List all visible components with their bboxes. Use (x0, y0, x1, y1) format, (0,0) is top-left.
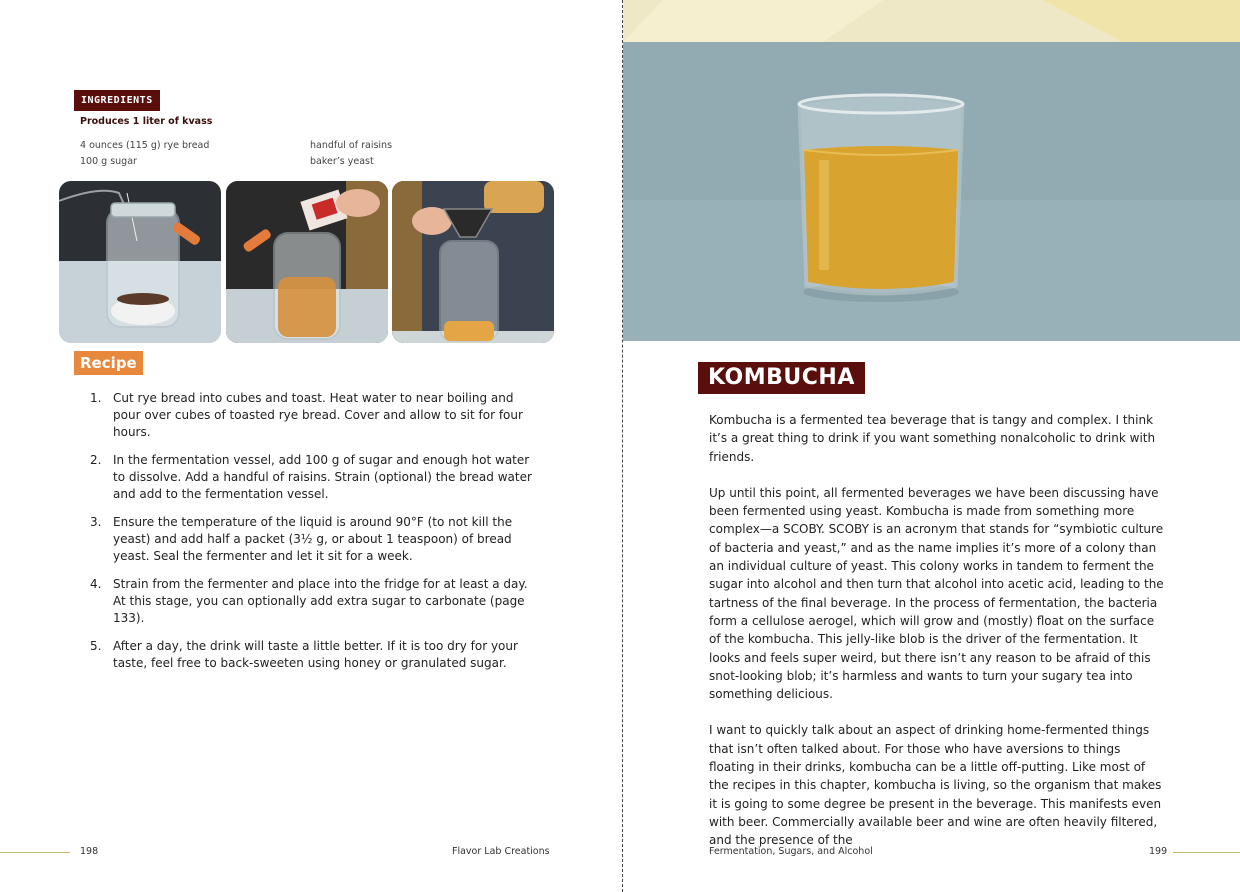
photo-kombucha-glass (623, 0, 1240, 341)
footer-rule (1173, 852, 1240, 853)
right-page (623, 0, 1240, 892)
page-number: 199 (1149, 846, 1168, 857)
step-text: In the fermentation vessel, add 100 g of sugar and enough hot water to dissolve. Add a handful of raisins. Strain (optional) the bread water and add to the fermentation vessel. (113, 453, 532, 501)
ingredient-item: 100 g sugar (80, 156, 137, 167)
step-number: 1. (90, 391, 102, 405)
step-text: Strain from the fermenter and place into the fridge for at least a day. At this stage, you can optionally add extra sugar to carbonate (page 133). (113, 577, 528, 625)
step-text: Ensure the temperature of the liquid is around 90°F (to not kill the yeast) and add half a packet (3½ g, or about 1 teaspoon) of bread yeast. Seal the fermenter and let it sit for a week. (113, 515, 513, 563)
step-number: 2. (90, 453, 102, 467)
ingredient-item: baker’s yeast (310, 156, 374, 167)
recipe-step (90, 452, 535, 503)
photo-pouring-water (59, 181, 221, 343)
photo-straining (392, 181, 554, 343)
recipe-step (90, 390, 535, 441)
ingredients-column-2 (310, 138, 392, 170)
footer-rule (0, 852, 70, 853)
article-title: KOMBUCHA (698, 362, 865, 394)
body-paragraph: I want to quickly talk about an aspect of drinking home-fermented things that isn’t often talked about. For those who have aversions to things floating in their drinks, kombucha can be a little off-putting. Like most of the recipes in this chapter, kombucha is living, so the organism that makes it is going to some degree be present in the beverage. This manifests even with beer. Commercially available beer and wine are often heavily filtered, and the presence of the (709, 723, 1162, 848)
running-footer: Fermentation, Sugars, and Alcohol (709, 846, 873, 857)
recipe-step (90, 514, 535, 565)
recipe-step (90, 638, 535, 672)
recipe-steps (90, 390, 535, 683)
page-number: 198 (80, 846, 99, 857)
running-footer: Flavor Lab Creations (452, 846, 550, 857)
recipe-step (90, 576, 535, 627)
yield-text: Produces 1 liter of kvass (80, 116, 213, 127)
ingredients-label: INGREDIENTS (74, 90, 160, 111)
recipe-heading: Recipe (74, 351, 143, 375)
step-number: 5. (90, 639, 102, 653)
body-paragraph: Kombucha is a fermented tea beverage that is tangy and complex. I think it’s a great thing to drink if you want something nonalcoholic to drink with friends. (709, 413, 1156, 464)
step-number: 4. (90, 577, 102, 591)
step-text: After a day, the drink will taste a little better. If it is too dry for your taste, feel free to back-sweeten using honey or granulated sugar. (113, 639, 518, 670)
ingredient-item: handful of raisins (310, 140, 393, 151)
step-text: Cut rye bread into cubes and toast. Heat water to near boiling and pour over cubes of toasted rye bread. Cover and allow to sit for four hours. (113, 391, 523, 439)
photo-adding-yeast (226, 181, 388, 343)
article-body (709, 411, 1168, 868)
ingredients-column-1 (80, 138, 209, 170)
body-paragraph: Up until this point, all fermented beverages we have been discussing have been fermented using yeast. Kombucha is made from something more complex—a SCOBY. SCOBY is an acronym that stands for “symbiotic culture of bacteria and yeast,” and as the name implies it’s more of a colony than an individual culture of yeast. This colony works in tandem to ferment the sugar into alcohol and then turn that alcohol into acetic acid, leading to the tartness of the final beverage. In the process of fermentation, the bacteria form a cellulose aerogel, which will grow and (mostly) float on the surface of the kombucha. This jelly-like blob is the driver of the fermentation. It looks and feels super weird, but there isn’t any reason to be afraid of this snot-looking blob; it’s harmless and wants to turn your sugary tea into something delicious. (709, 485, 1164, 702)
ingredient-item: 4 ounces (115 g) rye bread (80, 140, 210, 151)
step-number: 3. (90, 515, 102, 529)
